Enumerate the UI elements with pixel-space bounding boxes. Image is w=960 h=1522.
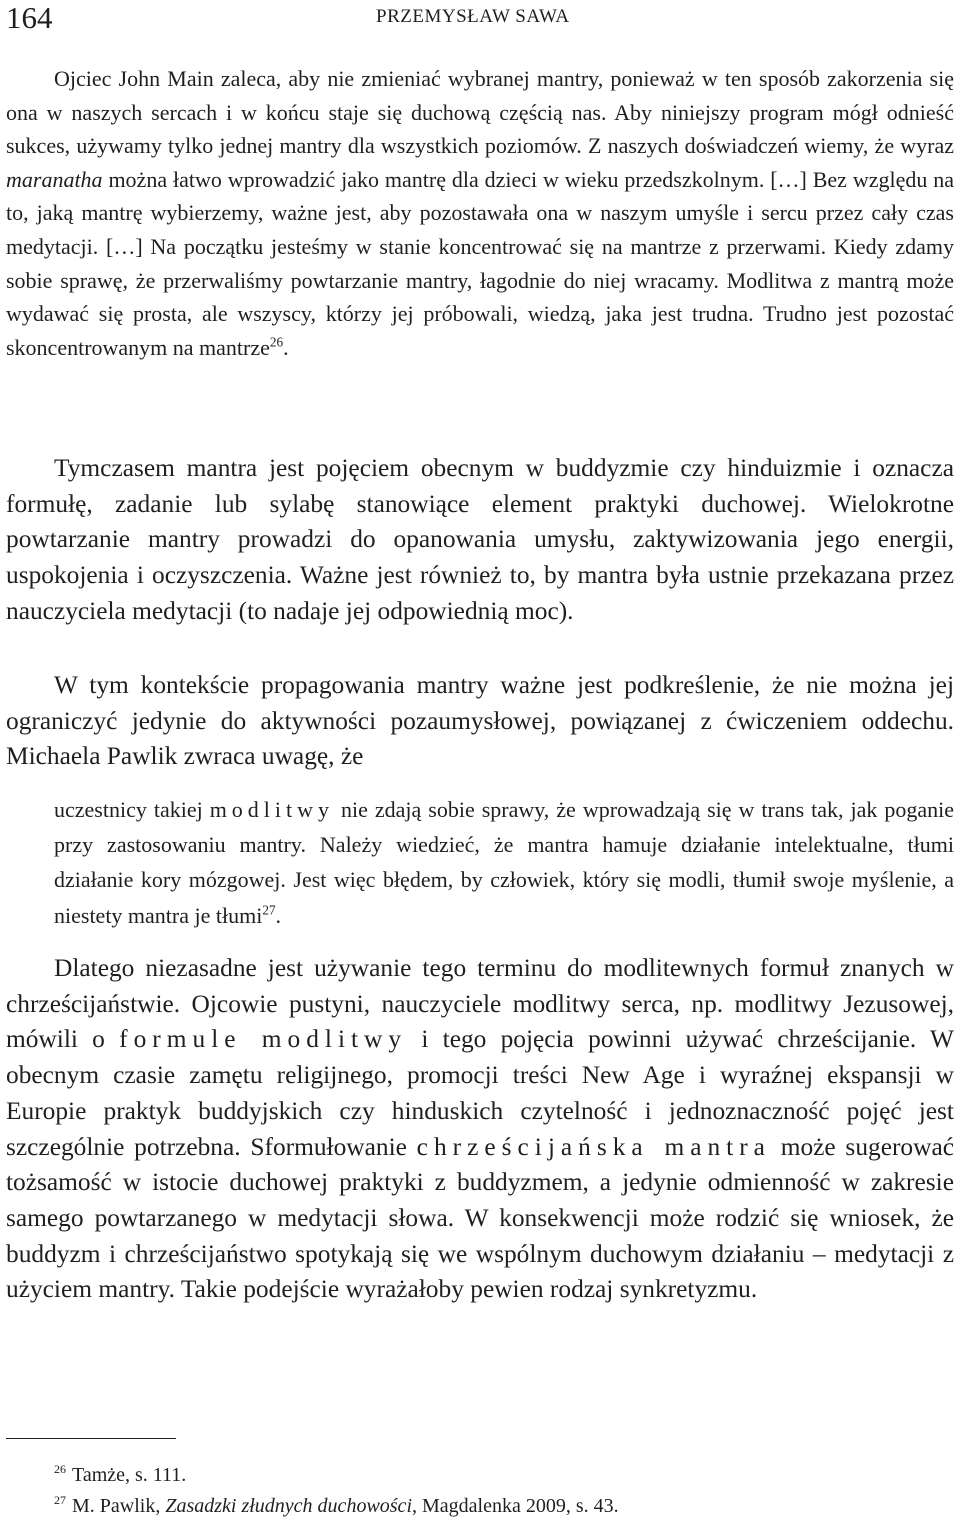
spaced-term-formula: formule modlitwy: [119, 1025, 408, 1054]
spaced-term-mantra: chrześcijańska mantra: [416, 1132, 771, 1161]
footnote-27: $^{27}$ M. Pawlik, Zasadzki złudnych duchowości, Magdalenka 2009, s. 43.: [54, 1493, 619, 1517]
footnote-divider: [6, 1438, 176, 1439]
page-header: [0, 0, 960, 40]
italic-term: maranatha: [6, 166, 103, 192]
running-head-author: PRZEMYSŁAW SAWA: [376, 6, 570, 27]
block-quote: uczestnicy takiej modlitwy nie zdają sobie sprawy, że wprowadzają się w trans tak, jak poganie przy zastosowaniu mantry. Należy wiedzieć, że mantra hamuje działanie intelektualne, tłumi działanie kory mózgowej. Jest więc błędem, by człowiek, który się modli, tłumił swoje myślenie, a niestety mantra je tłumi$^{27}$.: [54, 797, 954, 928]
footnotes: [54, 1460, 954, 1522]
paragraph-3: W tym kontekście propagowania mantry ważne jest podkreślenie, że nie można jej ograniczyć jedynie do aktywności pozaumysłowej, powiązanej z ćwiczeniem oddechu. Michaela Pawlik zwraca uwagę, że: [6, 671, 954, 771]
footnote-ref-27[interactable]: 27: [262, 902, 276, 918]
paragraph-2: Tymczasem mantra jest pojęciem obecnym w buddyzmie czy hinduizmie i oznacza formułę, zadanie lub sylabę stanowiące element praktyki duchowej. Wielokrotne powtarzanie mantry prowadzi do opanowania umysłu, zaktywizowania jego energii, uspokojenia i oczyszczenia. Ważne jest również to, by mantra była ustnie przekazana przez nauczyciela medytacji (to nadaje jej odpowiednią moc).: [6, 454, 954, 625]
paragraph-1: Ojciec John Main zaleca, aby nie zmieniać wybranej mantry, ponieważ w ten sposób zakorzenia się ona w naszych sercach i w końcu staje się duchową częścią nas. Aby niniejszy program mógł odnieść sukces, używamy tylko jednej mantry dla wszystkich poziomów. Z naszych doświadczeń wiemy, że wyraz maranatha można łatwo wprowadzić jako mantrę dla dzieci w wieku przedszkolnym. […] Bez względu na to, jaką mantrę wybierzemy, ważne jest, aby pozostawała ona w naszym umyśle i sercu przez cały czas medytacji. […] Na początku jesteśmy w stanie koncentrować się na mantrze z przerwami. Kiedy zdamy sobie sprawę, że przerwaliśmy powtarzanie mantry, łagodnie do niej wracamy. Modlitwa z mantrą może wydawać się prosta, ale wszyscy, którzy jej próbowali, wiedzą, jaka jest trudna. Trudno jest pozostać skoncentrowanym na mantrze$^{26}$.: [6, 66, 954, 360]
footnote-26: $^{26}$ Tamże, s. 111.: [54, 1462, 187, 1486]
footnote-ref-26[interactable]: 26: [269, 334, 284, 350]
page-number: 164: [6, 0, 53, 35]
spaced-term: modlitwy: [209, 797, 335, 822]
paragraph-4: Dlatego niezasadne jest używanie tego terminu do modlitewnych formuł znanych w chrześcijaństwie. Ojcowie pustyni, nauczyciele modlitwy serca, np. modlitwy Jezusowej, mówili o formule modlitwy i tego pojęcia powinni używać chrześcijanie. W obecnym czasie zamętu religijnego, promocji treści New Age i wyraźnej ekspansji w Europie praktyk buddyjskich czy hinduskich czytelność i jednoznaczność pojęć jest szczególnie potrzebna. Sformułowanie chrześcijańska mantra może sugerować tożsamość w istocie duchowej praktyki z buddyzmem, a jedynie odmienność w zakresie samego powtarzanego w medytacji słowa. W konsekwencji może rodzić się wniosek, że buddyzm i chrześcijaństwo spotykają się we wspólnym duchowym działaniu – medytacji z użyciem mantry. Takie podejście wyrażałoby pewien rodzaj synkretyzmu.: [6, 954, 955, 1304]
